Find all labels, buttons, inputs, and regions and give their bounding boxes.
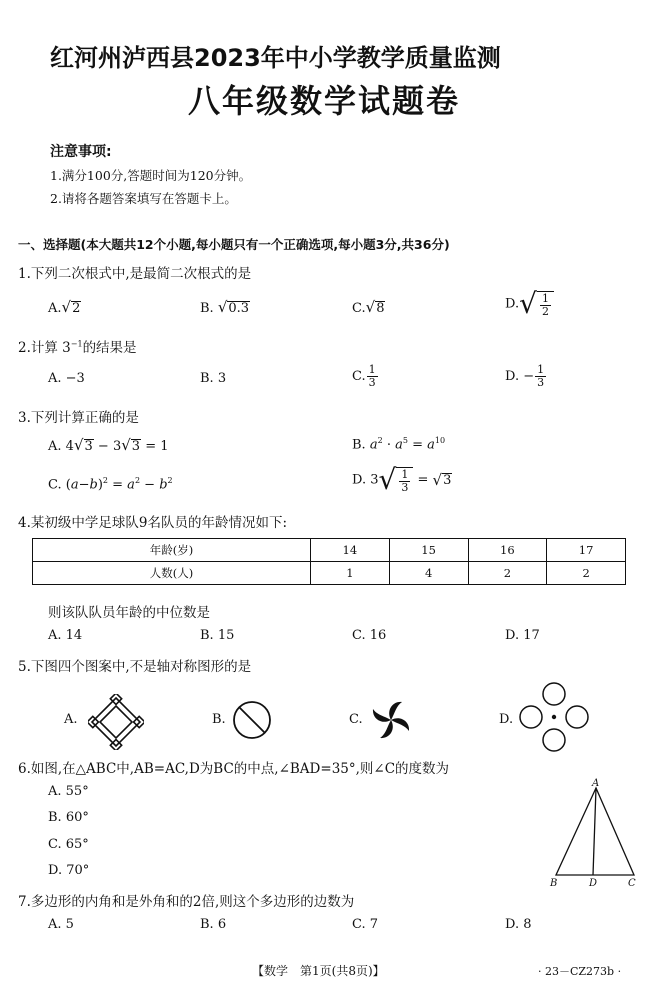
radical-icon: √ (365, 298, 376, 316)
table-cell: 14 (311, 539, 390, 562)
q7-stem: 7.多边形的内角和是外角和的2倍,则这个多边形的边数为 (18, 894, 355, 910)
vertex-label-c: C (628, 878, 636, 889)
q1-stem: 1.下列二次根式中,是最简二次根式的是 (18, 266, 252, 282)
q3-option-d: D. 3√ $\frac{1}{3}$ = √3 (352, 463, 452, 496)
q2-option-b: B. 3 (200, 371, 227, 386)
q6-option-d: D. 70° (48, 863, 90, 878)
q1-c-label: C. (352, 301, 366, 316)
q7-option-c: C. 7 (352, 917, 379, 932)
q6-option-c: C. 65° (48, 837, 89, 852)
title-line1: 红河州泸西县2023年中小学教学质量监测 (50, 44, 501, 72)
q1-d-frac: $\frac{1}{2}$ (541, 291, 549, 318)
pinwheel-icon (368, 697, 414, 743)
four-circles-icon (518, 681, 590, 753)
table-cell: 15 (389, 539, 468, 562)
table-row (33, 562, 626, 585)
title-line2: 八年级数学试题卷 (188, 82, 461, 120)
table-cell: 1 (311, 562, 390, 585)
q4-subquestion: 则该队队员年龄的中位数是 (48, 605, 210, 621)
vertex-label-a: A (592, 778, 600, 789)
q5-option-d-label: D. (499, 712, 514, 727)
q6-option-a: A. 55° (48, 784, 89, 799)
q1-b-rad: 0.3 (228, 301, 250, 316)
nested-square-figure-icon (88, 694, 144, 750)
triangle-figure (546, 778, 640, 892)
table-header-age: 年龄(岁) (33, 539, 311, 562)
section-title: 一、选择题(本大题共12个小题,每小题只有一个正确选项,每小题3分,共36分) (18, 237, 450, 252)
table-cell: 17 (547, 539, 626, 562)
note-2: 2.请将各题答案填写在答题卡上。 (50, 191, 237, 206)
q4-option-c: C. 16 (352, 628, 387, 643)
q1-a-rad: 2 (72, 301, 81, 316)
table-cell: 2 (468, 562, 547, 585)
radical-icon: √ (217, 298, 228, 316)
table-row (33, 539, 626, 562)
q4-option-d: D. 17 (505, 628, 540, 643)
q5-option-c-label: C. (349, 712, 363, 727)
q1-d-label: D. (505, 296, 520, 312)
q5-option-b-label: B. (212, 712, 226, 727)
q6-stem: 6.如图,在△ABC中,AB=AC,D为BC的中点,∠BAD=35°,则∠C的度数为 (18, 761, 450, 777)
q2-stem: 2.计算 $3^{-1}$的结果是 (18, 339, 137, 356)
q3-option-b: B. $a^2 \cdot a^5 = a^{10}$ (352, 436, 446, 453)
q2-option-d: D. − $\frac{1}{3}$ (505, 363, 545, 389)
table-header-count: 人数(人) (33, 562, 311, 585)
q1-option-a (48, 298, 81, 316)
notes-heading: 注意事项: (50, 144, 112, 160)
q4-option-a: A. 14 (48, 628, 83, 643)
q1-option-d (505, 287, 554, 320)
q7-option-b: B. 6 (200, 917, 227, 932)
table-cell: 16 (468, 539, 547, 562)
age-table (32, 538, 626, 585)
vertex-label-d: D (589, 878, 598, 889)
q1-a-label: A. (48, 301, 62, 316)
q6-option-b: B. 60° (48, 810, 89, 825)
q2-option-a: A. −3 (48, 371, 85, 386)
q1-option-c (352, 298, 385, 316)
q1-c-rad: 8 (376, 301, 385, 316)
q4-option-b: B. 15 (200, 628, 235, 643)
q7-option-a: A. 5 (48, 917, 74, 932)
table-cell: 4 (389, 562, 468, 585)
q5-stem: 5.下图四个图案中,不是轴对称图形的是 (18, 659, 252, 675)
q7-option-d: D. 8 (505, 917, 532, 932)
q5-option-a-label: A. (64, 712, 78, 727)
q1-option-b (200, 298, 250, 316)
q2-option-c: C. $\frac{1}{3}$ (352, 363, 376, 389)
paper-code: · 23－CZ273b · (538, 965, 622, 978)
q4-stem: 4.某初级中学足球队9名队员的年龄情况如下: (18, 515, 288, 531)
page-footer: 【数学 第1页(共8页)】 (252, 964, 385, 978)
circle-slash-icon (230, 698, 274, 742)
q3-stem: 3.下列计算正确的是 (18, 410, 139, 426)
q1-b-label: B. (200, 301, 214, 316)
vertex-label-b: B (550, 878, 558, 889)
radical-icon: √ (519, 287, 537, 320)
q3-option-a: A. 4√3 − 3√3 = 1 (48, 436, 169, 454)
table-cell: 2 (547, 562, 626, 585)
note-1: 1.满分100分,答题时间为120分钟。 (50, 168, 252, 183)
q3-option-c: C. $(a-b)^2 = a^2 - b^2$ (48, 476, 173, 493)
radical-icon: √ (61, 298, 72, 316)
